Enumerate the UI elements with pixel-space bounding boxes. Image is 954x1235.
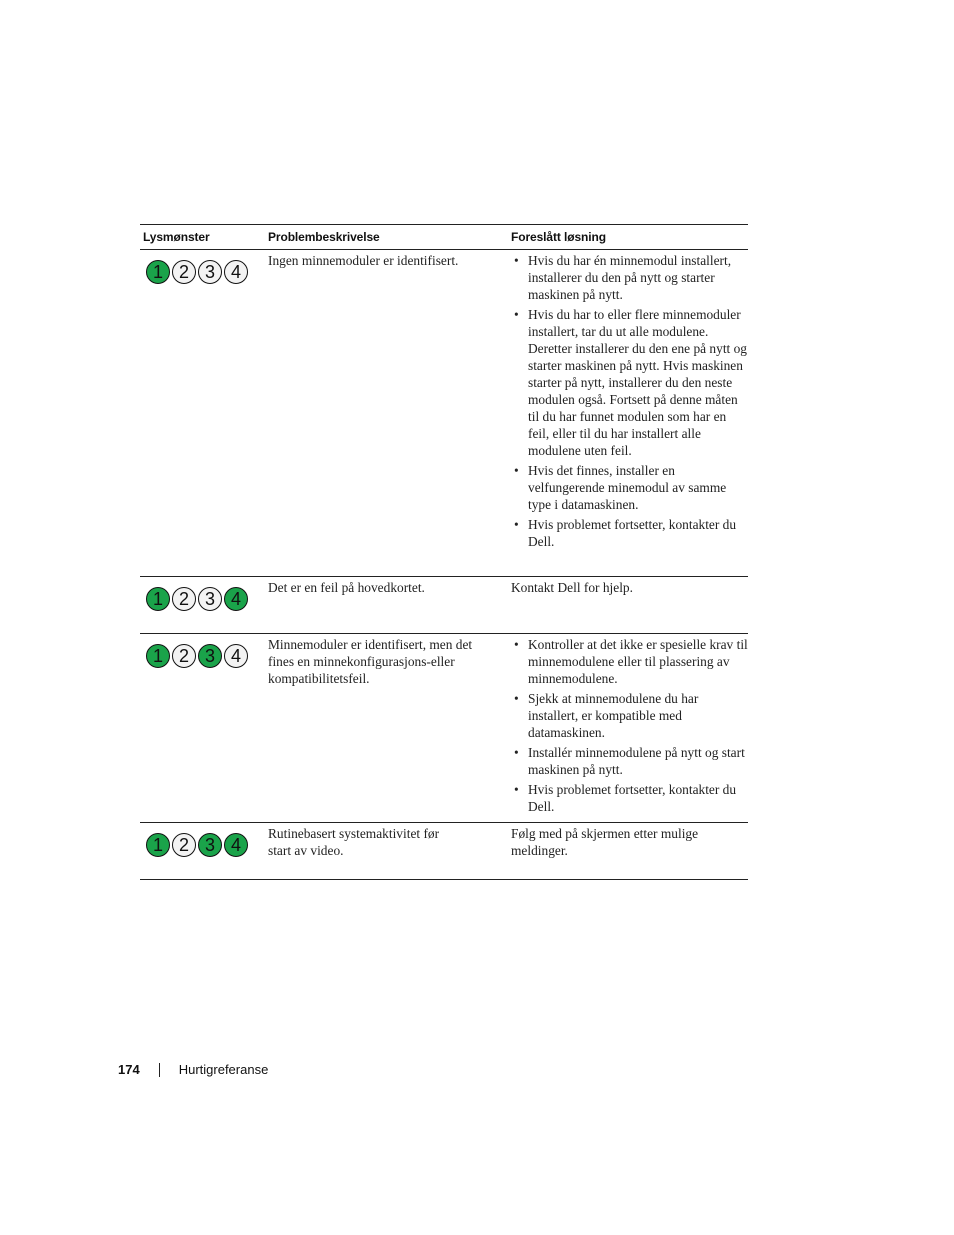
pattern-cell: [140, 250, 268, 576]
diagnostic-light-3: 3: [198, 587, 222, 611]
header-problem: Problembeskrivelse: [268, 230, 380, 244]
solution-item: • Hvis du har to eller flere minnemoduler installert, tar du ut alle modulene. Deretter installerer du den ene på nytt og starter maskinen på nytt. Hvis maskinen starter på nytt, installerer du den neste modulen også. Fortsett på denne måten til du har funnet modulen som har en feil, eller til du har installert alle modulene uten feil.: [511, 306, 748, 459]
solution-item: • Hvis du har én minnemodul installert, installerer du den på nytt og starter maskinen på nytt.: [511, 252, 748, 303]
diagnostic-light-3: 3: [198, 833, 222, 857]
table-row: [140, 577, 748, 634]
light-pattern: [143, 634, 268, 668]
pattern-cell: [140, 823, 268, 879]
table-row: [140, 823, 748, 880]
problem-description: Ingen minnemoduler er identifisert.: [268, 253, 459, 268]
section-title: Hurtigreferanse: [178, 1062, 269, 1077]
pattern-cell: [140, 577, 268, 633]
table-row: [140, 634, 748, 823]
table-row: [140, 250, 748, 577]
solution-item: • Sjekk at minnemodulene du har installert, er kompatible med datamaskinen.: [511, 690, 748, 741]
problem-description: Minnemoduler er identifisert, men det fines en minnekonfigurasjons-eller kompatibilitetsfeil.: [268, 637, 473, 686]
page-footer: [118, 1062, 268, 1077]
solution-text: Følg med på skjermen etter mulige meldinger.: [511, 826, 699, 858]
diagnostic-light-3: 3: [198, 644, 222, 668]
solution-item: • Installér minnemodulene på nytt og start maskinen på nytt.: [511, 744, 748, 778]
solution-list: [511, 636, 748, 815]
light-pattern: [143, 250, 268, 284]
header-pattern: Lysmønster: [143, 230, 210, 244]
diagnostic-lights-table: [140, 224, 748, 880]
solution-item: • Kontroller at det ikke er spesielle krav til minnemodulene eller til plassering av minnemodulene.: [511, 636, 748, 687]
diagnostic-light-3: 3: [198, 260, 222, 284]
problem-description: Rutinebasert systemaktivitet før start av video.: [268, 826, 440, 858]
diagnostic-light-1: 1: [146, 644, 170, 668]
diagnostic-light-2: 2: [172, 260, 196, 284]
diagnostic-light-4: 4: [224, 644, 248, 668]
header-solution: Foreslått løsning: [511, 230, 606, 244]
footer-separator: [159, 1063, 160, 1077]
diagnostic-light-2: 2: [172, 644, 196, 668]
light-pattern: [143, 577, 268, 611]
light-pattern: [143, 823, 268, 857]
solution-list: [511, 252, 748, 550]
diagnostic-light-1: 1: [146, 833, 170, 857]
solution-cell: [511, 634, 748, 822]
solution-item: • Hvis det finnes, installer en velfungerende minemodul av samme type i datamaskinen.: [511, 462, 748, 513]
solution-text: Kontakt Dell for hjelp.: [511, 580, 633, 595]
solution-item: • Hvis problemet fortsetter, kontakter du Dell.: [511, 781, 748, 815]
diagnostic-light-1: 1: [146, 260, 170, 284]
pattern-cell: [140, 634, 268, 822]
diagnostic-light-4: 4: [224, 260, 248, 284]
diagnostic-light-4: 4: [224, 833, 248, 857]
diagnostic-light-4: 4: [224, 587, 248, 611]
problem-description: Det er en feil på hovedkortet.: [268, 580, 425, 595]
diagnostic-light-2: 2: [172, 833, 196, 857]
diagnostic-light-2: 2: [172, 587, 196, 611]
page-number: 174: [118, 1062, 140, 1077]
table-header-row: [140, 225, 748, 250]
solution-cell: [511, 250, 748, 576]
solution-item: • Hvis problemet fortsetter, kontakter du Dell.: [511, 516, 748, 550]
diagnostic-light-1: 1: [146, 587, 170, 611]
